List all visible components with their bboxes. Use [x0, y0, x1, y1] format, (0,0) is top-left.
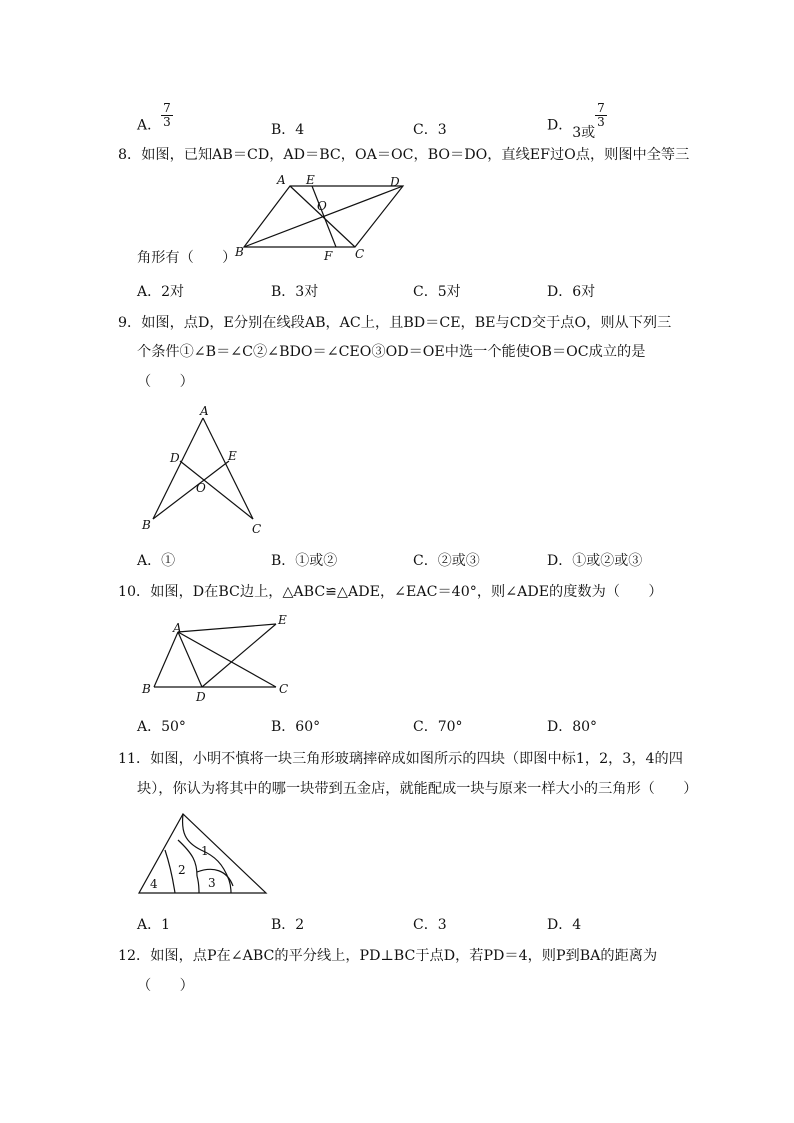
- q11-stem: 11．如图，小明不慎将一块三角形玻璃摔碎成如图所示的四块（即图中标1，2，3，4的四: [118, 751, 683, 767]
- q7-option-b-letter: B．: [271, 122, 296, 138]
- q9-label-c: C: [252, 522, 262, 536]
- q9-option-b[interactable]: B．①或②: [271, 553, 338, 569]
- q7-option-c-text: 3: [437, 122, 447, 138]
- q8-label-f: F: [324, 249, 333, 263]
- q11-label-3: 3: [208, 876, 216, 890]
- q11-label-2: 2: [178, 863, 186, 877]
- q11-option-c[interactable]: C．3: [413, 917, 447, 933]
- q8-label-o: O: [317, 199, 327, 213]
- q11-label-4: 4: [150, 877, 158, 891]
- q11-label-1: 1: [201, 844, 209, 858]
- q10-label-e: E: [278, 613, 287, 627]
- q10-option-c[interactable]: C．70°: [413, 719, 463, 735]
- q10-label-c: C: [279, 682, 289, 696]
- q11-option-a[interactable]: A．1: [137, 917, 171, 933]
- q8-line-ef: [312, 186, 336, 247]
- q8-figure: [230, 172, 410, 267]
- q9-option-d[interactable]: D．①或②或③: [547, 553, 643, 569]
- q7-option-b[interactable]: [271, 119, 304, 139]
- q8-option-b[interactable]: B．3对: [271, 284, 319, 300]
- q8-option-a[interactable]: A．2对: [137, 284, 185, 300]
- q9-side-ac: [203, 418, 253, 519]
- q11-stem-cont: 块），你认为将其中的哪一块带到五金店，就能配成一块与原来一样大小的三角形（ ）: [137, 781, 698, 797]
- q7-option-b-text: 4: [295, 122, 305, 138]
- q9-stem-cont: 个条件①∠B＝∠C②∠BDO＝∠CEO③OD＝OE中选一个能使OB＝OC成立的是: [137, 344, 646, 360]
- q10-label-a: A: [173, 621, 182, 635]
- q11-crack-4: [165, 850, 175, 893]
- q12-answer-blank: （ ）: [137, 978, 194, 994]
- q7-option-d-fraction: $\frac{7}{3}$: [597, 101, 605, 129]
- q12-stem: 12．如图，点P在∠ABC的平分线上，PD⊥BC于点D，若PD＝4，则P到BA的距离为: [118, 948, 658, 964]
- q10-option-d[interactable]: D．80°: [547, 719, 598, 735]
- q10-segment-de: [202, 624, 276, 687]
- q9-stem: 9．如图，点D，E分别在线段AB，AC上，且BD＝CE，BE与CD交于点O，则从下列三: [118, 315, 672, 331]
- q9-figure: [140, 402, 270, 537]
- q10-segment-ac: [178, 632, 276, 687]
- q7-option-c[interactable]: [413, 119, 447, 139]
- q11-option-d[interactable]: D．4: [547, 917, 582, 933]
- q7-option-a[interactable]: [137, 101, 173, 139]
- q9-answer-blank: （ ）: [137, 374, 194, 390]
- q8-label-e: E: [306, 173, 315, 187]
- q11-option-b[interactable]: B．2: [271, 917, 305, 933]
- q8-label-a: A: [277, 173, 286, 187]
- q10-option-a[interactable]: A．50°: [137, 719, 186, 735]
- q10-stem: 10．如图，D在BC边上，△ABC≌△ADE，∠EAC＝40°，则∠ADE的度数为（ ）: [118, 584, 663, 600]
- q7-option-d-letter: D．: [547, 117, 573, 134]
- q8-option-c[interactable]: C．5对: [413, 284, 461, 300]
- q9-option-a[interactable]: A．①: [137, 553, 176, 569]
- q7-option-a-letter: A．: [137, 117, 162, 134]
- q10-segment-ae: [178, 624, 276, 632]
- q9-label-e: E: [228, 449, 237, 463]
- q9-side-ab: [153, 418, 203, 519]
- q7-option-d-prefix: 3或: [572, 124, 596, 141]
- q9-label-b: B: [142, 518, 151, 532]
- q8-label-c: C: [355, 247, 365, 261]
- q10-label-b: B: [142, 682, 151, 696]
- q7-option-c-letter: C．: [413, 122, 438, 138]
- q8-label-d: D: [390, 175, 400, 189]
- q10-segment-ad: [178, 632, 202, 687]
- q7-option-d[interactable]: [547, 101, 607, 141]
- q8-stem: 8．如图，已知AB＝CD，AD＝BC，OA＝OC，BO＝DO，直线EF过O点，则图中全等三: [118, 147, 690, 163]
- q8-option-d[interactable]: D．6对: [547, 284, 596, 300]
- q11-figure: [135, 810, 275, 900]
- q8-stem-cont: 角形有（ ）: [137, 250, 237, 266]
- q11-crack-3: [197, 876, 199, 893]
- q10-segment-ab: [154, 632, 178, 687]
- q10-label-d: D: [196, 690, 206, 704]
- q7-option-a-fraction: $\frac{7}{3}$: [163, 101, 171, 129]
- q9-label-a: A: [200, 404, 209, 418]
- q9-option-c[interactable]: C．②或③: [413, 553, 480, 569]
- q9-label-d: D: [170, 451, 180, 465]
- q10-option-b[interactable]: B．60°: [271, 719, 321, 735]
- q9-label-o: O: [196, 481, 206, 495]
- q10-figure: [140, 610, 300, 705]
- q8-label-b: B: [235, 245, 244, 259]
